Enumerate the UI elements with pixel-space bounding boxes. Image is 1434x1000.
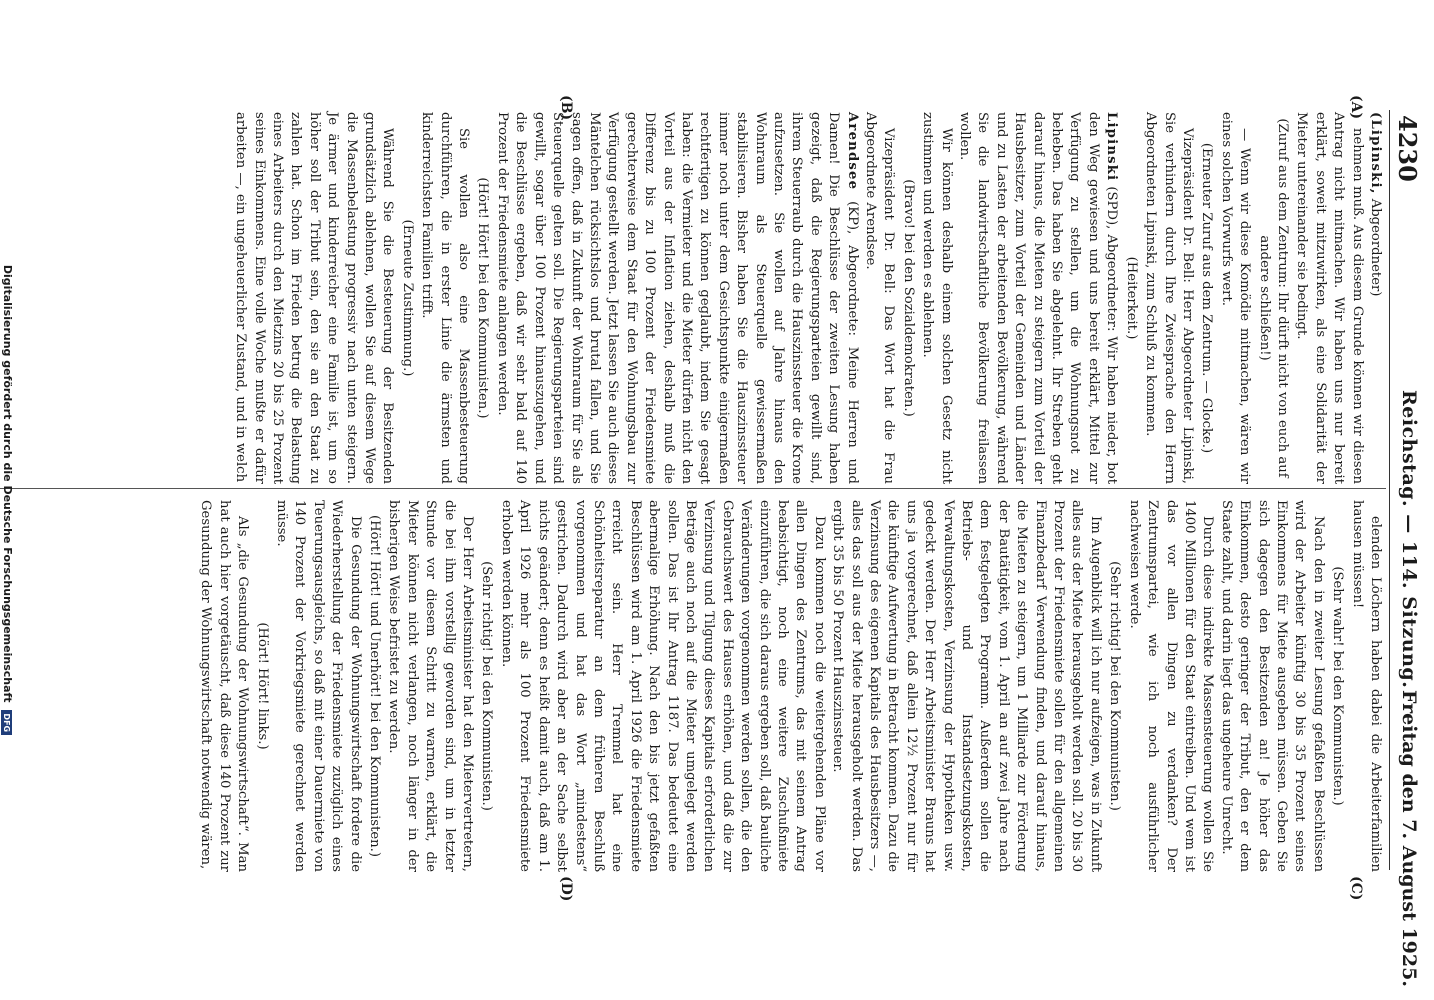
body-paragraph: Die Gesundung der Wohnungswirtschaft fordere die Wiederherstellung der Friedensmiete zuzüglich eines Teuerungsausgleichs, so daß mit einer Dauermiete von 140 Prozent der Vorkriegsmiete gerechnet werden müsse. <box>274 500 363 872</box>
speaker-paragraph: (Lipinski, Abgeordneter) <box>1368 112 1383 297</box>
margin-mark-a: (A) <box>1348 95 1364 120</box>
interjection: (Zuruf aus dem Zentrum: Ihr dürft nicht von euch auf andere schließen!) <box>1256 118 1290 478</box>
session-date: Freitag den 7. August 1925. <box>1398 690 1420 987</box>
body-paragraph: elenden Löchern haben dabei die Arbeiterfamilien hausen müssen! <box>1349 500 1383 872</box>
interjection: (Heiterkeit.) <box>1123 256 1139 340</box>
dfg-logo: DFG <box>1 710 12 735</box>
running-header <box>1392 0 1426 1000</box>
margin-mark-d: (D) <box>558 876 574 902</box>
interjection: (Sehr wahr! bei den Kommunisten.) <box>1330 566 1346 806</box>
body-paragraph: Sie wollen also eine Massenbesteuerung durchführen, die in erster Linie die ärmsten und kinderreichsten Familien trifft. <box>419 112 472 484</box>
interjection: (Hört! Hört! und Unerhört! bei den Kommunisten.) <box>367 514 383 858</box>
page-number: 4230 <box>1393 115 1422 182</box>
header-rule <box>1389 110 1390 870</box>
interjection: (Hört! Hört! links.) <box>254 622 270 750</box>
interjection: (Erneuter Zuruf aus dem Zentrum. — Glocke.) <box>1199 142 1215 454</box>
interjection: (Hört! Hört! bei den Kommunisten.) <box>475 177 491 419</box>
digitization-credit <box>1 0 14 1000</box>
body-paragraph: Als „die Gesundung der Wohnungswirtschaft“. Man hat auch hier vorgetäuscht, daß diese 140 Prozent zur Gesundung der Wohnungswirtschaft notwendig wären, <box>198 500 251 872</box>
body-paragraph: Der Herr Arbeitsminister hat den Mietervertretern, die bei ihm vorstellig geworden sind, um in letzter Stunde vor diesem Schritt zu warnen, erklärt, die Mieter können nicht verlangen, noch länger in der bisherigen Weise befristet zu werden. <box>386 500 476 872</box>
body-paragraph: Im Augenblick will ich nur aufzeigen, was in Zukunft alles aus der Miete herausgeholt werden soll. 20 bis 30 Prozent der Friedensmiete sollen für den allgemeinen Finanzbedarf Verwendung finden, und darauf hinaus, die Mieten zu steigern, um 1 Milliarde zur Förderung der Bautätigkeit, vom 1. April an auf zwei Jahre nach dem festgelegten Programm. Außerdem sollen die Betriebs- und Instandsetzungskosten, Verwaltungskosten, Verzinsung der Hypotheken usw. gedeckt werden. Der Herr Arbeitsminister Brauns hat uns ja vorgerechnet, daß allein 12½ Prozent nur für die künftige Aufwertung in Betracht kommen. Dazu die Verzinsung des eigenen Kapitals des Hausbesitzers —, alles das soll aus der Miete herausgeholt werden. Das ergibt 35 bis 50 Prozent Hauszinssteuer. <box>830 500 1103 872</box>
right-text-column <box>196 500 1384 872</box>
interjection: (Bravo! bei den Sozialdemokraten.) <box>900 179 916 417</box>
interjection: (Erneute Zustimmung.) <box>399 219 415 377</box>
interjection: (Sehr richtig! bei den Kommunisten.) <box>479 561 495 811</box>
speaker-name: Lipinski <box>1104 112 1120 182</box>
body-paragraph: Nach den in zweiter Lesung gefaßten Beschlüssen wird der Arbeiter künftig 30 bis 35 Prozent seines Einkommens für Miete ausgeben müssen. Geben Sie sich dagegen den Besitzenden an! Je höher das Einkommen, desto geringer der Tribut, den er dem Staate zahlt, und darin liegt das ungeheure Unrecht. <box>1218 500 1326 872</box>
speaker-paragraph: Lipinski (SPD), Abgeordneter: Wir haben nieder, bot den Weg gewiesen und uns bereit erklärt, Mittel zur Verfügung zu stellen, um die Wohnungsnot zu beheben. Das haben Sie abgelehnt. Ihr Streben geht darauf hinaus, die Mieten zu steigern zum Vorteil der Hausbesitzer, zum Vorteil der Gemeinden und Länder und zu Lasten der arbeitenden Bevölkerung, während Sie die landwirtschaftliche Bevölkerung freilassen wollen. <box>957 112 1120 484</box>
body-paragraph: Dazu kommen noch die weitergehenden Pläne vor allen Dingen des Zentrums, das mit seinem Antrag beabsichtigt, noch eine weitere Zuschußmiete einzuführen, die sich daraus ergeben soll, daß bauliche Veränderungen vorgenommen werden sollen, die den Gebrauchswert des Hauses erhöhen, und daß die zur Verzinsung und Tilgung dieses Kapitals erforderlichen Beträge auch noch auf die Mieter umgelegt werden sollen. Das ist Ihr Antrag 1187. Das bedeutet eine abermalige Erhöhung. Nach den bis jetzt gefaßten Beschlüssen wird am 1. April 1926 die Friedensmiete erreicht sein. Herr Tremmel hat eine Schönheitsreparatur an dem früheren Beschluß vorgenommen und hat das Wort „mindestens“ gestrichen. Dadurch wird aber an der Sache selbst nichts geändert; denn es heißt damit auch, daß am 1. April 1926 mehr als 100 Prozent Friedensmiete erhoben werden können. <box>498 500 827 872</box>
body-paragraph: Wir können deshalb einem solchen Gesetz nicht zustimmen und werden es ablehnen. <box>920 112 954 484</box>
body-paragraph: Durch diese indirekte Massensteuerung wollen Sie 1400 Millionen für den Staat eintreiben. Und wem ist das vor allen Dingen zu verdanken? Der Zentrumspartei, wie ich noch ausführlicher nachweisen werde. <box>1126 500 1216 872</box>
margin-mark-b: (B) <box>558 95 574 121</box>
body-paragraph: Während Sie die Besteuerung der Besitzenden grundsätzlich ablehnen, wollen Sie auf diesem Wege die Massenbelastung progressiv nach unten steigern. Je ärmer und kinderreicher eine Familie ist, um so höher soll der Tribut sein, den sie an den Staat zu zahlen hat. Schon im Frieden betrug die Belastung eines Arbeiters durch den Mietzins 20 bis 25 Prozent seines Einkommens. Eine volle Woche mußte er dafür arbeiten —, ein ungeheuerlicher Zustand, und in welch <box>233 112 396 484</box>
margin-mark-c: (C) <box>1348 876 1364 901</box>
body-paragraph: nehmen muß. Aus diesem Grunde können wir diesen Antrag nicht mitmachen. Wir haben uns nur bereit erklärt, soweit mitzuwirken, als eine Solidarität der Mieter untereinander sie bedingt. <box>1294 112 1365 484</box>
credit-text: Digitalisierung gefördert durch die Deutsche Forschungsgemeinschaft <box>1 264 14 703</box>
left-text-column <box>231 112 1384 484</box>
body-paragraph: Vizepräsident Dr. Bell: Herr Abgeordneter Lipinski, Sie verhindern durch Ihre Zwiesprache den Herrn Abgeordneten Lipinski, zum Schluß zu kommen. <box>1143 112 1195 484</box>
body-paragraph: Vizepräsident Dr. Bell: Das Wort hat die Frau Abgeordnete Arendsee. <box>863 112 897 484</box>
column-divider <box>0 488 1386 489</box>
speaker-name: Arendsee <box>844 112 860 191</box>
interjection: (Sehr richtig! bei den Kommunisten.) <box>1107 561 1123 811</box>
speaker-name: (Lipinski, <box>1368 112 1383 195</box>
session-title: Reichstag. — 114. Sitzung. <box>1398 390 1420 689</box>
speaker-paragraph: Arendsee (KP), Abgeordnete: Meine Herren und Damen! Die Beschlüsse der zweiten Lesung haben gezeigt, daß die Regierungsparteien gewillt sind, ihrem Steuerraub durch die Hauszinssteuer die Krone aufzusetzen. Sie wollen auf Jahre hinaus den Wohnraum als Steuerquelle gewissermaßen stabilisieren. Bisher haben Sie die Hauszinssteuer immer noch unter dem Gesichtspunkte einigermaßen rechtfertigen zu können geglaubt, indem Sie gesagt haben: die Vermieter und die Mieter dürfen nicht den Vorteil aus der Inflation ziehen, deshalb muß die Differenz bis zu 100 Prozent der Friedensmiete gerechterweise dem Staat für den Wohnungsbau zur Verfügung gestellt werden. Jetzt lassen Sie auch dieses Mäntelchen rücksichtslos und brutal fallen, und Sie sagen offen, daß in Zukunft der Wohnraum für Sie als Steuerquelle gelten soll. Die Regierungsparteien sind gewillt, sogar über 100 Prozent hinauszugehen, und die Beschlüsse ergeben, daß wir sehr bald auf 140 Prozent der Friedensmiete anlangen werden. <box>494 112 860 484</box>
body-paragraph: — Wenn wir diese Komödie mitmachen, wären wir eines solchen Vorwurfs wert. <box>1218 112 1253 484</box>
